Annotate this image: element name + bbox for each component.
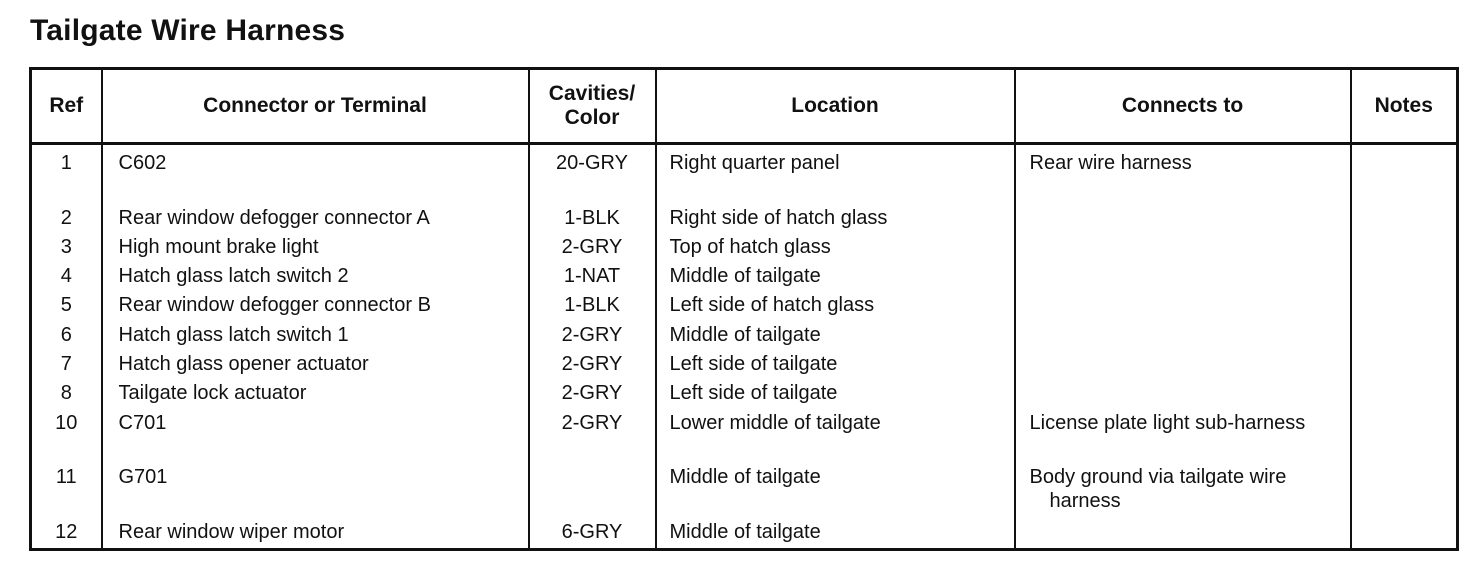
cell-cavities: 1-NAT <box>529 264 656 293</box>
header-cavities <box>529 69 656 144</box>
header-cavities-line1: Cavities/ <box>548 82 636 105</box>
cell-notes <box>1351 411 1458 466</box>
cell-cavities: 2-GRY <box>529 352 656 381</box>
cell-connects-to <box>1015 264 1351 293</box>
cell-cavities: 2-GRY <box>529 235 656 264</box>
cell-location: Left side of tailgate <box>656 352 1015 381</box>
cell-cavities: 20-GRY <box>529 144 656 206</box>
cell-cavities: 2-GRY <box>529 381 656 410</box>
header-location: Location <box>656 69 1015 144</box>
cell-cavities <box>529 465 656 520</box>
cell-connects-to: Rear wire harness <box>1015 144 1351 206</box>
cell-ref: 2 <box>31 206 102 235</box>
cell-location: Right side of hatch glass <box>656 206 1015 235</box>
table-row <box>31 264 1458 293</box>
cell-connector: Hatch glass latch switch 2 <box>102 264 529 293</box>
cell-connector: Rear window defogger connector A <box>102 206 529 235</box>
cell-connects-to <box>1015 520 1351 550</box>
cell-ref: 1 <box>31 144 102 206</box>
cell-connects-to <box>1015 465 1351 520</box>
cell-cavities: 2-GRY <box>529 411 656 466</box>
cell-notes <box>1351 520 1458 550</box>
table-row <box>31 323 1458 352</box>
table-row <box>31 520 1458 550</box>
table-header-row <box>31 69 1458 144</box>
cell-connector: C701 <box>102 411 529 466</box>
table-row <box>31 235 1458 264</box>
header-connects-to: Connects to <box>1015 69 1351 144</box>
cell-connector: Hatch glass latch switch 1 <box>102 323 529 352</box>
cell-ref: 5 <box>31 293 102 322</box>
cell-ref: 3 <box>31 235 102 264</box>
cell-connector: G701 <box>102 465 529 520</box>
cell-ref: 12 <box>31 520 102 550</box>
table-row <box>31 293 1458 322</box>
cell-notes <box>1351 144 1458 206</box>
cell-ref: 6 <box>31 323 102 352</box>
cell-connects-to-line1: Body ground via tailgate wire <box>1029 466 1287 489</box>
cell-connector: High mount brake light <box>102 235 529 264</box>
cell-notes <box>1351 264 1458 293</box>
cell-location: Middle of tailgate <box>656 520 1015 550</box>
cell-ref: 10 <box>31 411 102 466</box>
cell-connector: Tailgate lock actuator <box>102 381 529 410</box>
wire-harness-table <box>29 67 1459 551</box>
header-ref: Ref <box>31 69 102 144</box>
cell-notes <box>1351 323 1458 352</box>
cell-connects-to <box>1015 381 1351 410</box>
cell-connects-to-line2: harness <box>1049 490 1121 513</box>
table-row <box>31 352 1458 381</box>
table-row <box>31 206 1458 235</box>
cell-cavities: 1-BLK <box>529 293 656 322</box>
header-cavities-line2: Color <box>564 106 620 129</box>
table-row <box>31 411 1458 466</box>
cell-ref: 7 <box>31 352 102 381</box>
cell-connects-to <box>1015 206 1351 235</box>
cell-location: Left side of hatch glass <box>656 293 1015 322</box>
cell-location: Right quarter panel <box>656 144 1015 206</box>
cell-notes <box>1351 352 1458 381</box>
cell-connector: Rear window defogger connector B <box>102 293 529 322</box>
cell-ref: 11 <box>31 465 102 520</box>
cell-connects-to: License plate light sub-harness <box>1015 411 1351 466</box>
cell-location: Middle of tailgate <box>656 264 1015 293</box>
page-title: Tailgate Wire Harness <box>30 14 346 47</box>
cell-connects-to <box>1015 235 1351 264</box>
cell-notes <box>1351 206 1458 235</box>
cell-notes <box>1351 293 1458 322</box>
cell-location: Left side of tailgate <box>656 381 1015 410</box>
cell-connector: C602 <box>102 144 529 206</box>
cell-connects-to <box>1015 293 1351 322</box>
cell-ref: 4 <box>31 264 102 293</box>
header-connector: Connector or Terminal <box>102 69 529 144</box>
table-row <box>31 381 1458 410</box>
cell-cavities: 2-GRY <box>529 323 656 352</box>
cell-connector: Rear window wiper motor <box>102 520 529 550</box>
cell-notes <box>1351 235 1458 264</box>
header-notes: Notes <box>1351 69 1458 144</box>
cell-notes <box>1351 381 1458 410</box>
cell-connects-to <box>1015 323 1351 352</box>
cell-connects-to <box>1015 352 1351 381</box>
cell-location: Top of hatch glass <box>656 235 1015 264</box>
cell-ref: 8 <box>31 381 102 410</box>
cell-notes <box>1351 465 1458 520</box>
table-row <box>31 144 1458 206</box>
cell-cavities: 1-BLK <box>529 206 656 235</box>
cell-location: Lower middle of tailgate <box>656 411 1015 466</box>
cell-connector: Hatch glass opener actuator <box>102 352 529 381</box>
cell-location: Middle of tailgate <box>656 465 1015 520</box>
cell-location: Middle of tailgate <box>656 323 1015 352</box>
cell-cavities: 6-GRY <box>529 520 656 550</box>
table-row <box>31 465 1458 520</box>
